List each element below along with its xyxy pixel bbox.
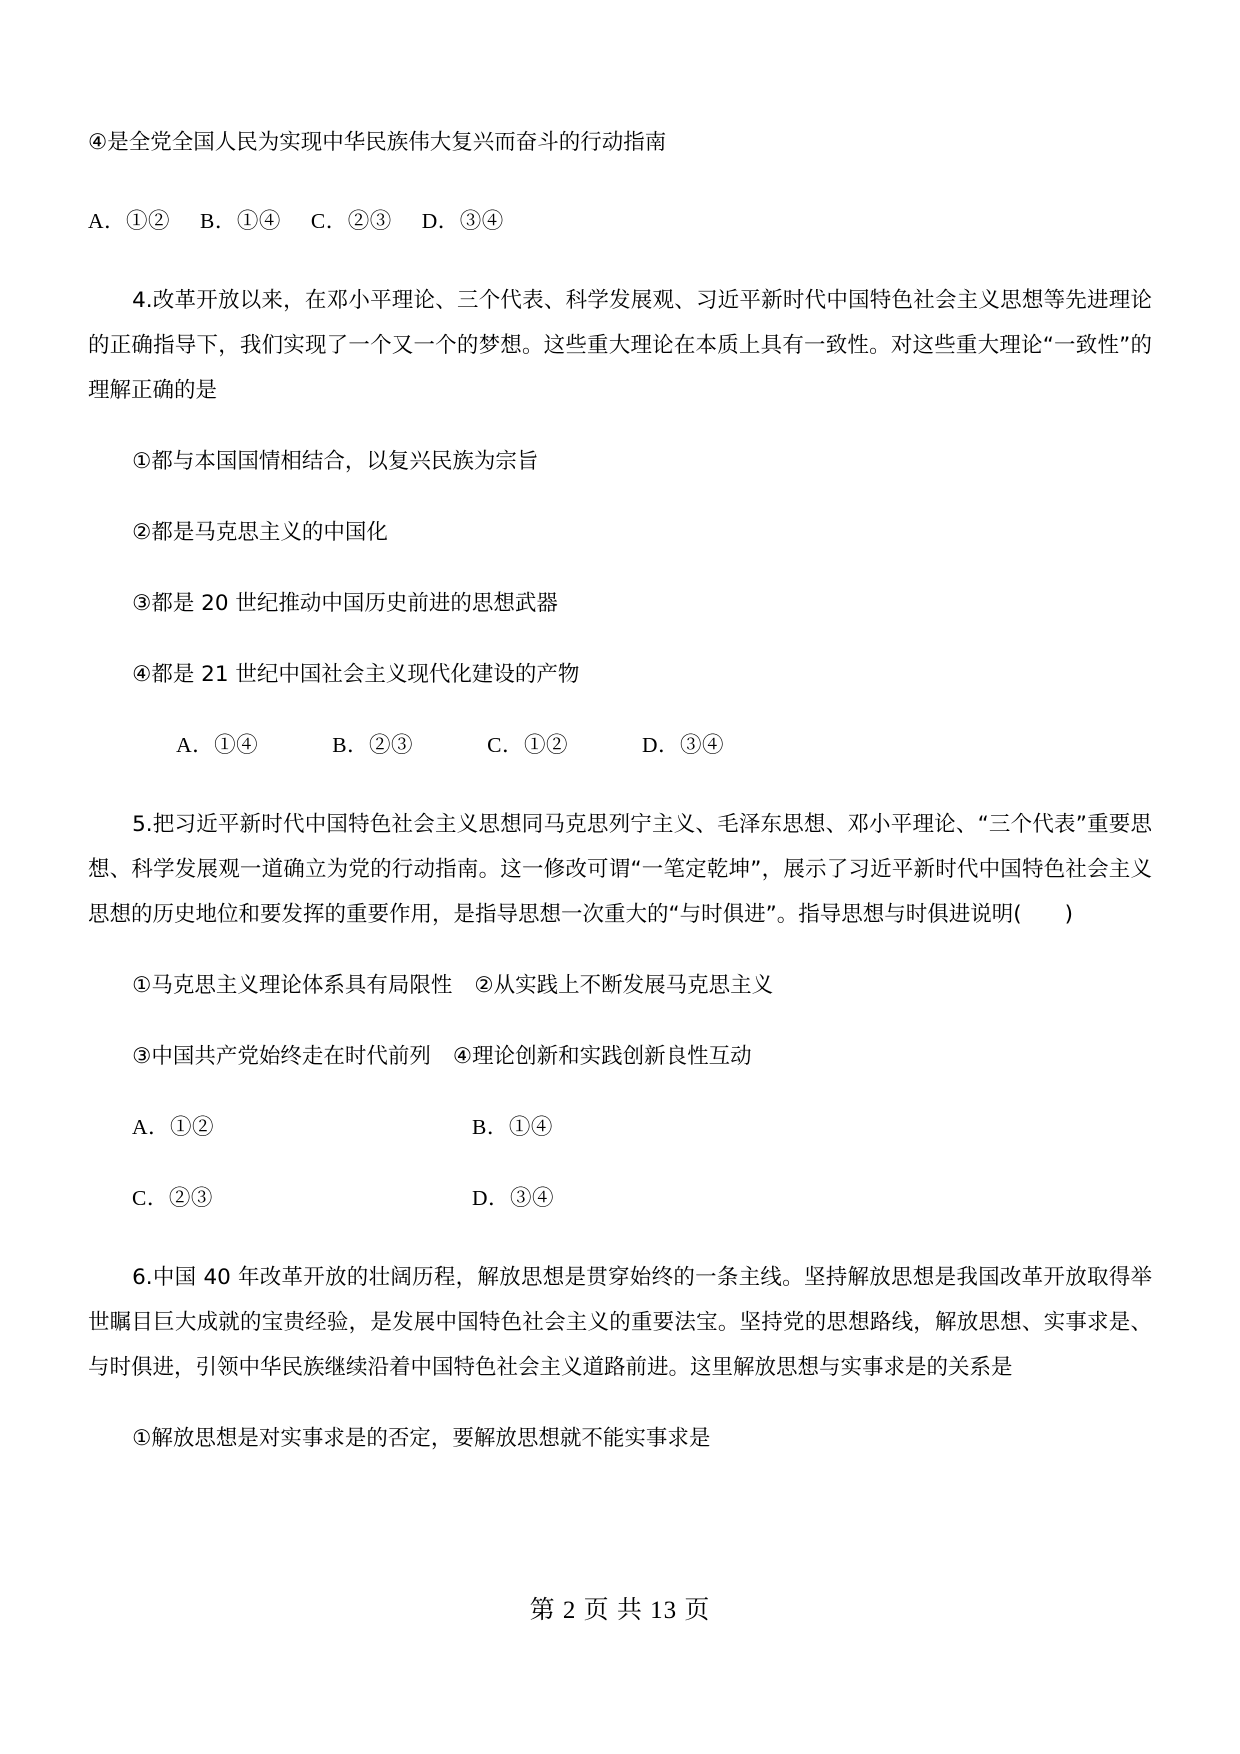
q5-choice-b[interactable]: B．①④ (472, 1115, 553, 1139)
question-6-stem: 6.中国 40 年改革开放的壮阔历程，解放思想是贯穿始终的一条主线。坚持解放思想是我国改革开放取得举世瞩目巨大成就的宝贵经验，是发展中国特色社会主义的重要法宝。坚持党的思想路线，解放思想、实事求是、与时俱进，引领中华民族继续沿着中国特色社会主义道路前进。这里解放思想与实事求是的关系是 (88, 1265, 1152, 1380)
q4-choice-d[interactable]: D．③④ (642, 733, 725, 757)
question-4-option-3: ③都是 20 世纪推动中国历史前进的思想武器 (132, 591, 558, 616)
question-4-stem: 4.改革开放以来，在邓小平理论、三个代表、科学发展观、习近平新时代中国特色社会主义思想等先进理论的正确指导下，我们实现了一个又一个的梦想。这些重大理论在本质上具有一致性。对这些重大理论“一致性”的理解正确的是 (88, 288, 1152, 403)
question-6-option-1: ①解放思想是对实事求是的否定，要解放思想就不能实事求是 (132, 1426, 711, 1451)
q3-option-4: ④是全党全国人民为实现中华民族伟大复兴而奋斗的行动指南 (88, 130, 667, 155)
q3-choices-row (88, 199, 1152, 244)
q3-choice-b[interactable]: B．①④ (200, 209, 281, 233)
question-5-options-line-2 (88, 1034, 1152, 1079)
question-5-option-2: ②从实践上不断发展马克思主义 (474, 973, 774, 998)
q3-choice-a[interactable]: A．①② (88, 209, 171, 233)
page-footer (0, 1590, 1240, 1754)
question-4-option-1: ①都与本国国情相结合，以复兴民族为宗旨 (132, 449, 539, 474)
question-5-stem: 5.把习近平新时代中国特色社会主义思想同马克思列宁主义、毛泽东思想、邓小平理论、“三个代表”重要思想、科学发展观一道确立为党的行动指南。这一修改可谓“一笔定乾坤”，展示了习近平新时代中国特色社会主义思想的历史地位和要发挥的重要作用，是指导思想一次重大的“与时俱进”。指导思想与时俱进说明( ) (88, 812, 1152, 927)
question-4-option-2: ②都是马克思主义的中国化 (132, 520, 388, 545)
question-4-option-4: ④都是 21 世纪中国社会主义现代化建设的产物 (132, 662, 580, 687)
q4-choice-c[interactable]: C．①② (487, 733, 568, 757)
q5-choices-row-1 (88, 1105, 1152, 1150)
q4-choices-row (88, 723, 1152, 768)
spacer (88, 191, 1152, 199)
spacer (88, 270, 1152, 278)
question-5-option-4: ④理论创新和实践创新良性互动 (452, 1044, 752, 1069)
q5-choice-c[interactable]: C．②③ (132, 1186, 213, 1210)
question-5-option-3: ③中国共产党始终走在时代前列 (132, 1044, 431, 1069)
q3-choice-d[interactable]: D．③④ (421, 209, 504, 233)
q5-choice-a[interactable]: A．①② (132, 1115, 215, 1139)
page-number-label: 第 2 页 共 13 页 (529, 1597, 711, 1624)
question-5-option-1: ①马克思主义理论体系具有局限性 (132, 973, 453, 998)
q5-choice-d[interactable]: D．③④ (472, 1186, 555, 1210)
spacer (88, 1247, 1152, 1255)
question-5-options-line-1 (88, 963, 1152, 1008)
q4-choice-a[interactable]: A．①④ (176, 733, 259, 757)
q4-choice-b[interactable]: B．②③ (332, 733, 414, 757)
spacer (88, 794, 1152, 802)
q3-choice-c[interactable]: C．②③ (310, 209, 392, 233)
q5-choices-row-2 (88, 1176, 1152, 1221)
